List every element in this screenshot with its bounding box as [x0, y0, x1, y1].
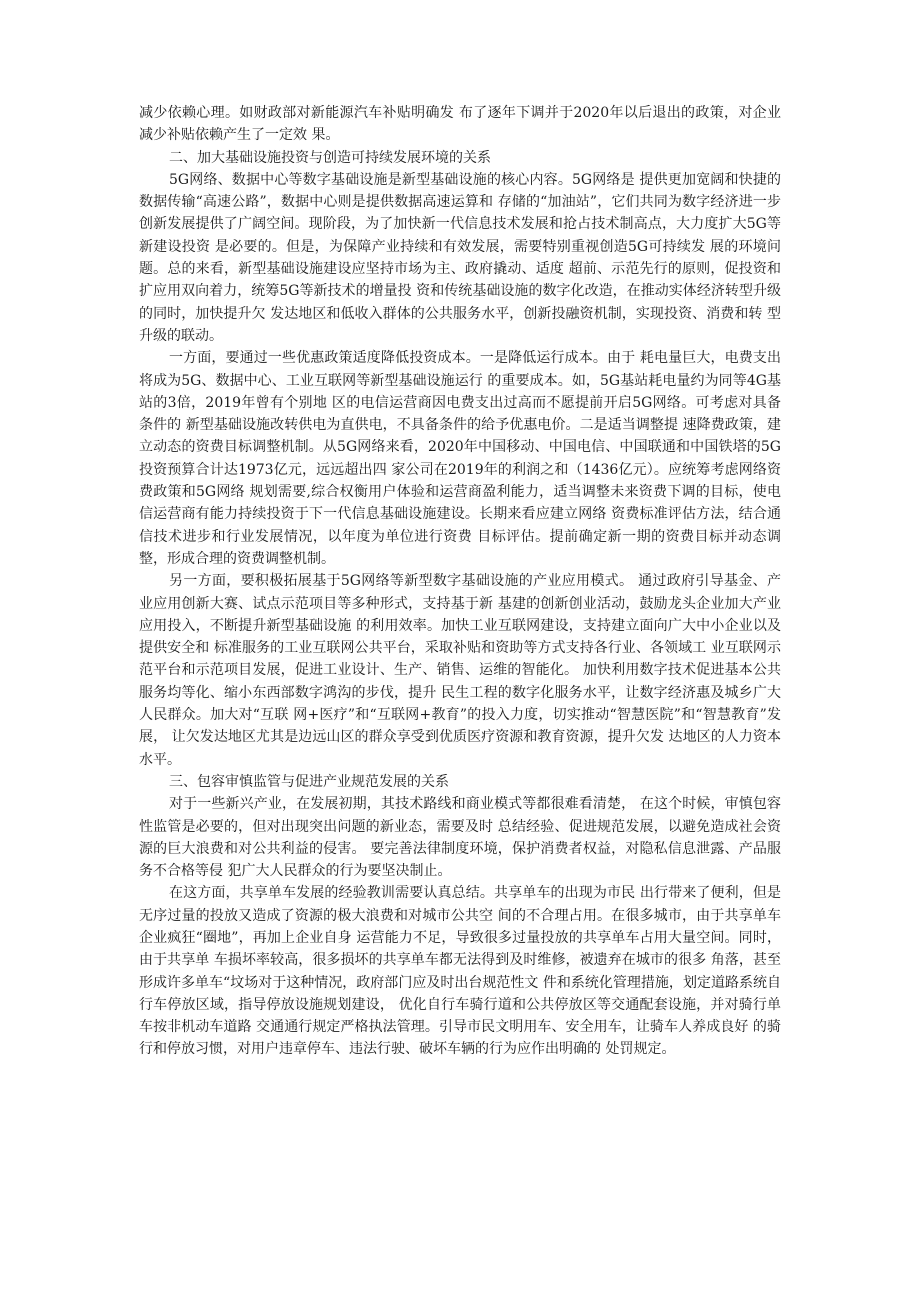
paragraph-5: 对于一些新兴产业，在发展初期，其技术路线和商业模式等都很难看清楚， 在这个时候，审慎包容性监管是必要的，但对出现突出问题的新业态，需要及时 总结经验、促进规范发展，以避免造成社会资源的巨大浪费和对公共利益的侵害。 要完善法律制度环境，保护消费者权益，对隐私信息泄露、产品服务不合格等侵 犯广大人民群众的行为要坚决制止。: [139, 796, 781, 880]
section-heading-2: 二、加大基础设施投资与创造可持续发展环境的关系: [169, 149, 491, 166]
document-page: [139, 102, 781, 1061]
paragraph-3: 一方面，要通过一些优惠政策适度降低投资成本。一是降低运行成本。由于 耗电量巨大，电费支出将成为5G、数据中心、工业互联网等新型基础设施运行 的重要成本。如，5G基站耗电量约为同等4G基站的3倍，2019年曾有个别地 区的电信运营商因电费支出过高而不愿提前开启5G网络。可考虑对具备条件的 新型基础设施改转供电为直供电，不具备条件的给予优惠电价。二是适当调整提 速降费政策，建立动态的资费目标调整机制。从5G网络来看，2020年中国移动、中国电信、中国联通和中国铁塔的5G投资预算合计达1973亿元，远远超出四 家公司在2019年的利润之和（1436亿元）。应统筹考虑网络资费政策和5G网络 规划需要,综合权衡用户体验和运营商盈利能力，适当调整未来资费下调的目标，使电信运营商有能力持续投资于下一代信息基础设施建设。长期来看应建立网络 资费标准评估方法，结合通信技术进步和行业发展情况，以年度为单位进行资费 目标评估。提前确定新一期的资费目标并动态调整，形成合理的资费调整机制。: [139, 350, 781, 567]
section-heading-3: 三、包容审慎监管与促进产业规范发展的关系: [169, 773, 449, 790]
paragraph-1: 减少依赖心理。如财政部对新能源汽车补贴明确发 布了逐年下调并于2020年以后退出的政策，对企业减少补贴依赖产生了一定效 果。: [139, 105, 781, 144]
paragraph-6: 在这方面，共享单车发展的经验教训需要认真总结。共享单车的出现为市民 出行带来了便利，但是无序过量的投放又造成了资源的极大浪费和对城市公共空 间的不合理占用。在很多城市，由于共享单车企业疯狂“圈地”，再加上企业自身 运营能力不足，导致很多过量投放的共享单车占用大量空间。同时，由于共享单 车损坏率较高，很多损坏的共享单车都无法得到及时维修，被遗弃在城市的很多 角落，甚至形成许多单车“坟场对于这种情况，政府部门应及时出台规范性文 件和系统化管理措施，划定道路系统自行车停放区域，指导停放设施规划建设， 优化自行车骑行道和公共停放区等交通配套设施，并对骑行单车按非机动车道路 交通通行规定严格执法管理。引导市民文明用车、安全用车，让骑车人养成良好 的骑行和停放习惯，对用户违章停车、违法行驶、破坏车辆的行为应作出明确的 处罚规定。: [139, 885, 781, 1058]
paragraph-4: 另一方面，要积极拓展基于5G网络等新型数字基础设施的产业应用模式。 通过政府引导基金、产业应用创新大赛、试点示范项目等多种形式，支持基于新 基建的创新创业活动，鼓励龙头企业加大产业应用投入，不断提升新型基础设施 的利用效率。加快工业互联网建设，支持建立面向广大中小企业以及提供安全和 标准服务的工业互联网公共平台，采取补贴和资助等方式支持各行业、各领域工 业互联网示范平台和示范项目发展，促进工业设计、生产、销售、运维的智能化。 加快利用数字技术促进基本公共服务均等化、缩小东西部数字鸿沟的步伐，提升 民生工程的数字化服务水平，让数字经济惠及城乡广大人民群众。加大对“互联 网+医疗”和“互联网+教育”的投入力度，切实推动“智慧医院”和“智慧教育”发展， 让欠发达地区尤其是边远山区的群众享受到优质医疗资源和教育资源，提升欠发 达地区的人力资本水平。: [139, 573, 781, 768]
paragraph-2: 5G网络、数据中心等数字基础设施是新型基础设施的核心内容。5G网络是 提供更加宽阔和快捷的数据传输“高速公路”，数据中心则是提供数据高速运算和 存储的“加油站”，它们共同为数字经济进一步创新发展提供了广阔空间。现阶段，为了加快新一代信息技术发展和抢占技术制高点，大力度扩大5G等新建设投资 是必要的。但是，为保障产业持续和有效发展，需要特别重视创造5G可持续发 展的环境问题。总的来看，新型基础设施建设应坚持市场为主、政府撬动、适度 超前、示范先行的原则，促投资和扩应用双向着力，统筹5G等新技术的增量投 资和传统基础设施的数字化改造，在推动实体经济转型升级的同时，加快提升欠 发达地区和低收入群体的公共服务水平，创新投融资机制，实现投资、消费和转 型升级的联动。: [139, 171, 781, 344]
